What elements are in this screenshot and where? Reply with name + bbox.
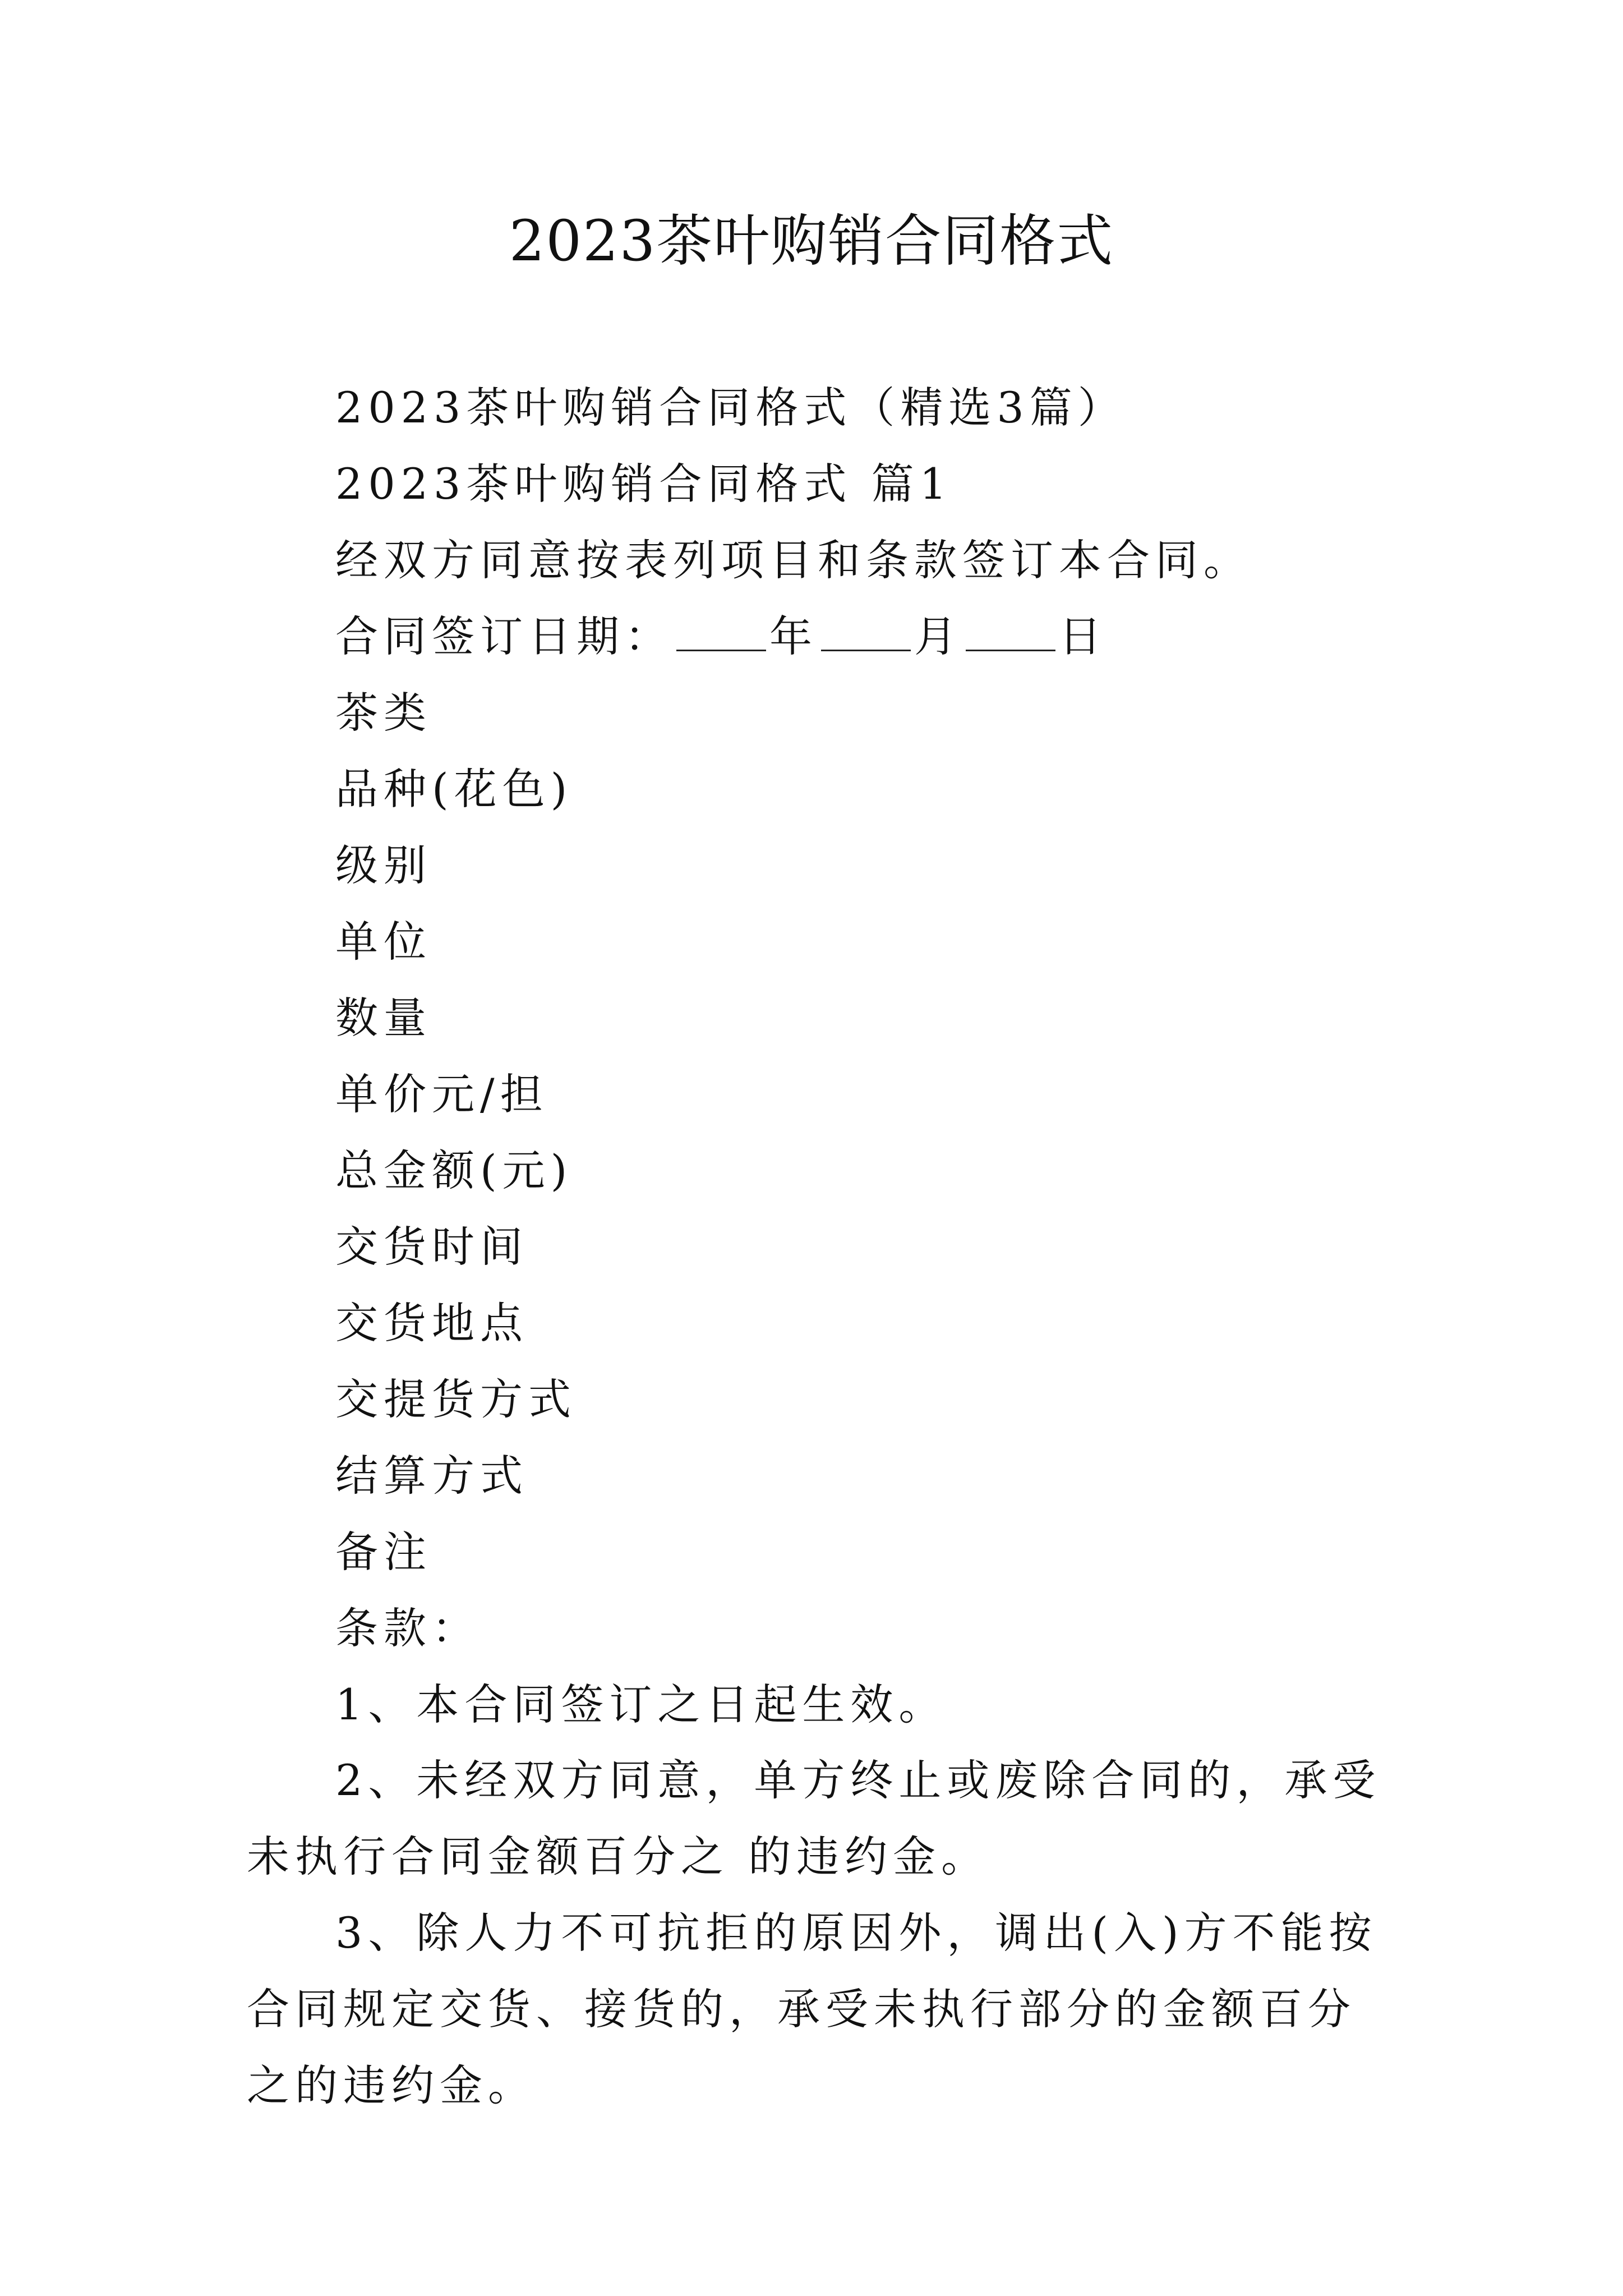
clause-1: 1、本合同签订之日起生效。: [335, 1680, 947, 1729]
item-unit-price: 单价元/担: [335, 1069, 548, 1119]
item-variety: 品种(花色): [335, 764, 573, 814]
item-delivery-place: 交货地点: [335, 1298, 528, 1348]
item-unit: 单位: [335, 917, 432, 967]
day-blank: [966, 607, 1055, 651]
item-delivery-time: 交货时间: [335, 1222, 528, 1272]
year-blank: [676, 607, 766, 651]
document-subtitle: 2023茶叶购销合同格式（精选3篇）: [335, 383, 1126, 432]
month-label: 月: [914, 611, 962, 661]
year-label: 年: [769, 611, 818, 661]
item-grade: 级别: [335, 840, 432, 890]
document-title: 2023茶叶购销合同格式: [509, 208, 1114, 274]
item-total-amount: 总金额(元): [335, 1145, 573, 1195]
item-tea-type: 茶类: [335, 688, 432, 738]
signing-date-label: 合同签订日期：: [335, 611, 673, 661]
item-delivery-method: 交提货方式: [335, 1374, 577, 1424]
intro-text: 经双方同意按表列项目和条款签订本合同。: [335, 535, 1252, 585]
item-remarks: 备注: [335, 1527, 432, 1577]
month-blank: [821, 607, 911, 651]
item-settlement-method: 结算方式: [335, 1451, 528, 1501]
terms-label: 条款：: [335, 1603, 480, 1653]
signing-date-line: [335, 606, 1107, 668]
item-quantity: 数量: [335, 993, 432, 1043]
day-label: 日: [1059, 611, 1107, 661]
section-heading: 2023茶叶购销合同格式 篇1: [335, 459, 952, 509]
clause-3: 3、除人力不可抗拒的原因外，调出(入)方不能按合同规定交货、接货的，承受未执行部分的金额百分之的违约金。: [247, 1908, 1377, 2110]
clause-2: 2、未经双方同意，单方终止或废除合同的，承受未执行合同金额百分之 的违约金。: [247, 1755, 1381, 1881]
